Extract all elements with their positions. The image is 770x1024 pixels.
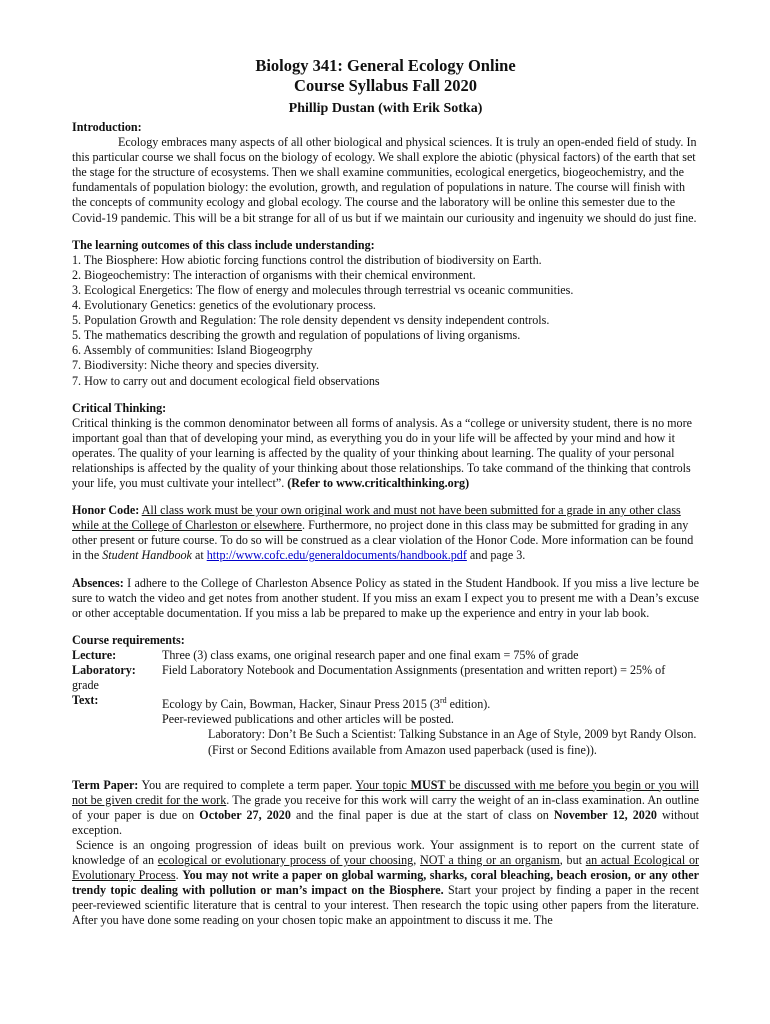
term-paper-section [72, 778, 699, 929]
instructor-names: Phillip Dustan (with Erik Sotka) [288, 101, 483, 116]
critical-thinking-body [72, 416, 699, 491]
introduction-body: Ecology embraces many aspects of all other biological and physical sciences. It is truly an open-ended field of study. In this particular course we shall focus on the biology of ecology. We shall explore the abiotic (physical factors) of the earth that set the stage for the structure of ecosystems. Then we shall examine communities, ecological energetics, biogeochemistry, and the fundamentals of population biology: the evolution, growth, and regulation of populations in nature. The course will finish with the concepts of community ecology and global ecology. The course and the laboratory will be online this semester due to the Covid-19 pandemic. This will be a bit strange for all of us but if we maintain our curiousity and ingenuity we should do just fine. [72, 135, 697, 225]
topic-rule-text: Your topic [355, 777, 411, 792]
absences-heading: Absences: [72, 575, 124, 590]
learning-outcomes-list [72, 253, 699, 389]
not-organism-rule: NOT a thing or an organism [419, 853, 560, 868]
course-requirements-section [72, 633, 699, 758]
term-paper-text-3: without exception. [72, 807, 699, 837]
outcome-item: 6. Assembly of communities: Island Biogeogrphy [72, 343, 313, 358]
topic-rule-must: MUST [410, 777, 446, 792]
critical-thinking-reference: (Refer to www.criticalthinking.org) [287, 476, 470, 491]
lecture-label: Lecture: [72, 647, 117, 662]
honor-code-heading: Honor Code: [72, 503, 140, 518]
term-paper-intro: You are required to complete a term paper. [138, 777, 356, 792]
absences-paragraph [72, 576, 699, 621]
laboratory-label: Laboratory: [72, 663, 136, 677]
lecture-requirement [72, 648, 699, 663]
introduction-heading: Introduction: [72, 120, 142, 134]
textbook-edition-sup: rd [439, 696, 447, 706]
honor-code-tail: and page 3. [466, 548, 526, 563]
term-paper-heading: Term Paper: [72, 777, 139, 792]
critical-thinking-heading: Critical Thinking: [72, 400, 167, 415]
term-paper-text-2: and the final paper is due at the start of class on [290, 807, 554, 822]
text-label: Text: [72, 693, 99, 708]
outcome-item: 4. Evolutionary Genetics: genetics of the evolutionary process. [72, 298, 376, 313]
syllabus-page [72, 56, 699, 929]
honor-code-rule: All class work must be your own original work and must not have been submitted for a grade in any other class while at the College of Charleston or elsewhere [72, 503, 681, 533]
science-text: Science is an ongoing progression of ideas built on previous work. Your assignment is to report on the current state of knowledge of an [72, 837, 699, 868]
critical-thinking-section [72, 401, 699, 492]
outcome-item: 7. Biodiversity: Niche theory and species diversity. [72, 358, 320, 373]
lecture-text: Three (3) class exams, one original research paper and one final exam = 75% of grade [162, 647, 579, 662]
spacer [72, 712, 162, 727]
honor-code-section [72, 503, 699, 563]
laboratory-wrap: grade [72, 678, 99, 693]
readings-text: Peer-reviewed publications and other articles will be posted. [162, 712, 454, 727]
textbook-citation: Ecology by Cain, Bowman, Hacker, Sinaur Press 2015 (3 [162, 697, 440, 712]
term-paper-text: . The grade you receive for this work will carry the weight of an in-class examination. An outline of your paper is due on [72, 792, 699, 822]
science-sep-2: , but [559, 853, 586, 868]
learning-outcomes-heading: The learning outcomes of this class include understanding: [72, 237, 375, 252]
introduction-section [72, 120, 699, 226]
outline-due-date: October 27, 2020 [199, 807, 291, 822]
science-paragraph [72, 838, 699, 929]
science-sep: , [413, 853, 420, 868]
student-handbook-title: Student Handbook [102, 548, 192, 563]
honor-code-text: . Furthermore, no project done in this class may be submitted for grading in any other present or future course. To do so will be construed as a clear violation of the Honor Code. More information can be found in the [72, 518, 694, 563]
actual-process-rule: an actual Ecological or Evolutionary Process [72, 853, 700, 883]
outcome-item: 1. The Biosphere: How abiotic forcing functions control the distribution of biodiversity on Earth. [72, 252, 542, 267]
absences-section [72, 576, 699, 621]
text-requirement [72, 693, 699, 712]
absences-text: I adhere to the College of Charleston Absence Policy as stated in the Student Handbook. If you miss a live lecture be sure to watch the video and get notes from another student. If you miss an exam I expect you to present me with a Dean’s excuse or other acceptable documentation. If you miss a lab be prepared to make up the experience and entry in your lab book. [72, 575, 699, 620]
term-paper-paragraph [72, 778, 699, 838]
textbook-edition: edition). [446, 697, 491, 712]
critical-thinking-text: Critical thinking is the common denominator between all forms of analysis. As a “college or university student, there is no more important goal than that of developing your mind, as everything you do in your life will be affected by your mind and how it operates. The quality of your learning is affected by the quality of your thinking about learning. The quality of your personal relationships is affected by the quality of your thinking about those relationships. To take command of the thinking that controls your life, you must cultivate your intellect”. [72, 415, 692, 491]
learning-outcomes-section [72, 238, 699, 389]
readings-requirement [72, 712, 699, 727]
science-sep-3: . [175, 868, 183, 883]
handbook-link[interactable]: http://www.cofc.edu/generaldocuments/handbook.pdf [206, 548, 467, 563]
honor-code-paragraph [72, 503, 699, 563]
textbook [162, 693, 699, 712]
outcome-item: 2. Biogeochemistry: The interaction of organisms with their chemical environment. [72, 267, 476, 282]
course-requirements-heading: Course requirements: [72, 632, 185, 647]
process-choice-rule: ecological or evolutionary process of your choosing [157, 853, 414, 868]
lab-book-requirement [72, 727, 699, 757]
spacer [72, 727, 162, 757]
final-paper-due-date: November 12, 2020 [553, 807, 657, 822]
laboratory-text: Field Laboratory Notebook and Documentation Assignments (presentation and written report) = 25% of [162, 663, 666, 677]
lab-book-text: Laboratory: Don’t Be Such a Scientist: Talking Substance in an Age of Style, 2009 byt Randy Olson. (First or Second Editions available from Amazon used paperback (used is fine)). [208, 727, 697, 757]
topic-rule-text-2: be discussed with me before you begin or you will not be given credit for the work [72, 777, 699, 807]
forbidden-topics: You may not write a paper on global warming, sharks, coral bleaching, beach erosion, or any other trendy topic dealing with pollution or man’s impact on the Biosphere. [72, 868, 700, 898]
science-text-2: Start your project by finding a paper in the recent peer-reviewed scientific literature that is central to your interest. Then research the topic using other papers from the literature. After you have done some reading on your chosen topic make an appointment to discuss it me. The [72, 883, 700, 928]
outcome-item: 7. How to carry out and document ecological field observations [72, 373, 380, 388]
syllabus-subtitle: Course Syllabus Fall 2020 [294, 76, 477, 95]
honor-code-at: at [191, 548, 207, 563]
laboratory-requirement [72, 663, 699, 678]
outcome-item: 5. Population Growth and Regulation: The role density dependent vs density independent controls. [72, 313, 550, 328]
course-title: Biology 341: General Ecology Online [255, 56, 516, 75]
outcome-item: 3. Ecological Energetics: The flow of energy and molecules through terrestrial vs oceanic communities. [72, 282, 574, 297]
outcome-item: 5. The mathematics describing the growth and regulation of populations of living organisms. [72, 328, 521, 343]
